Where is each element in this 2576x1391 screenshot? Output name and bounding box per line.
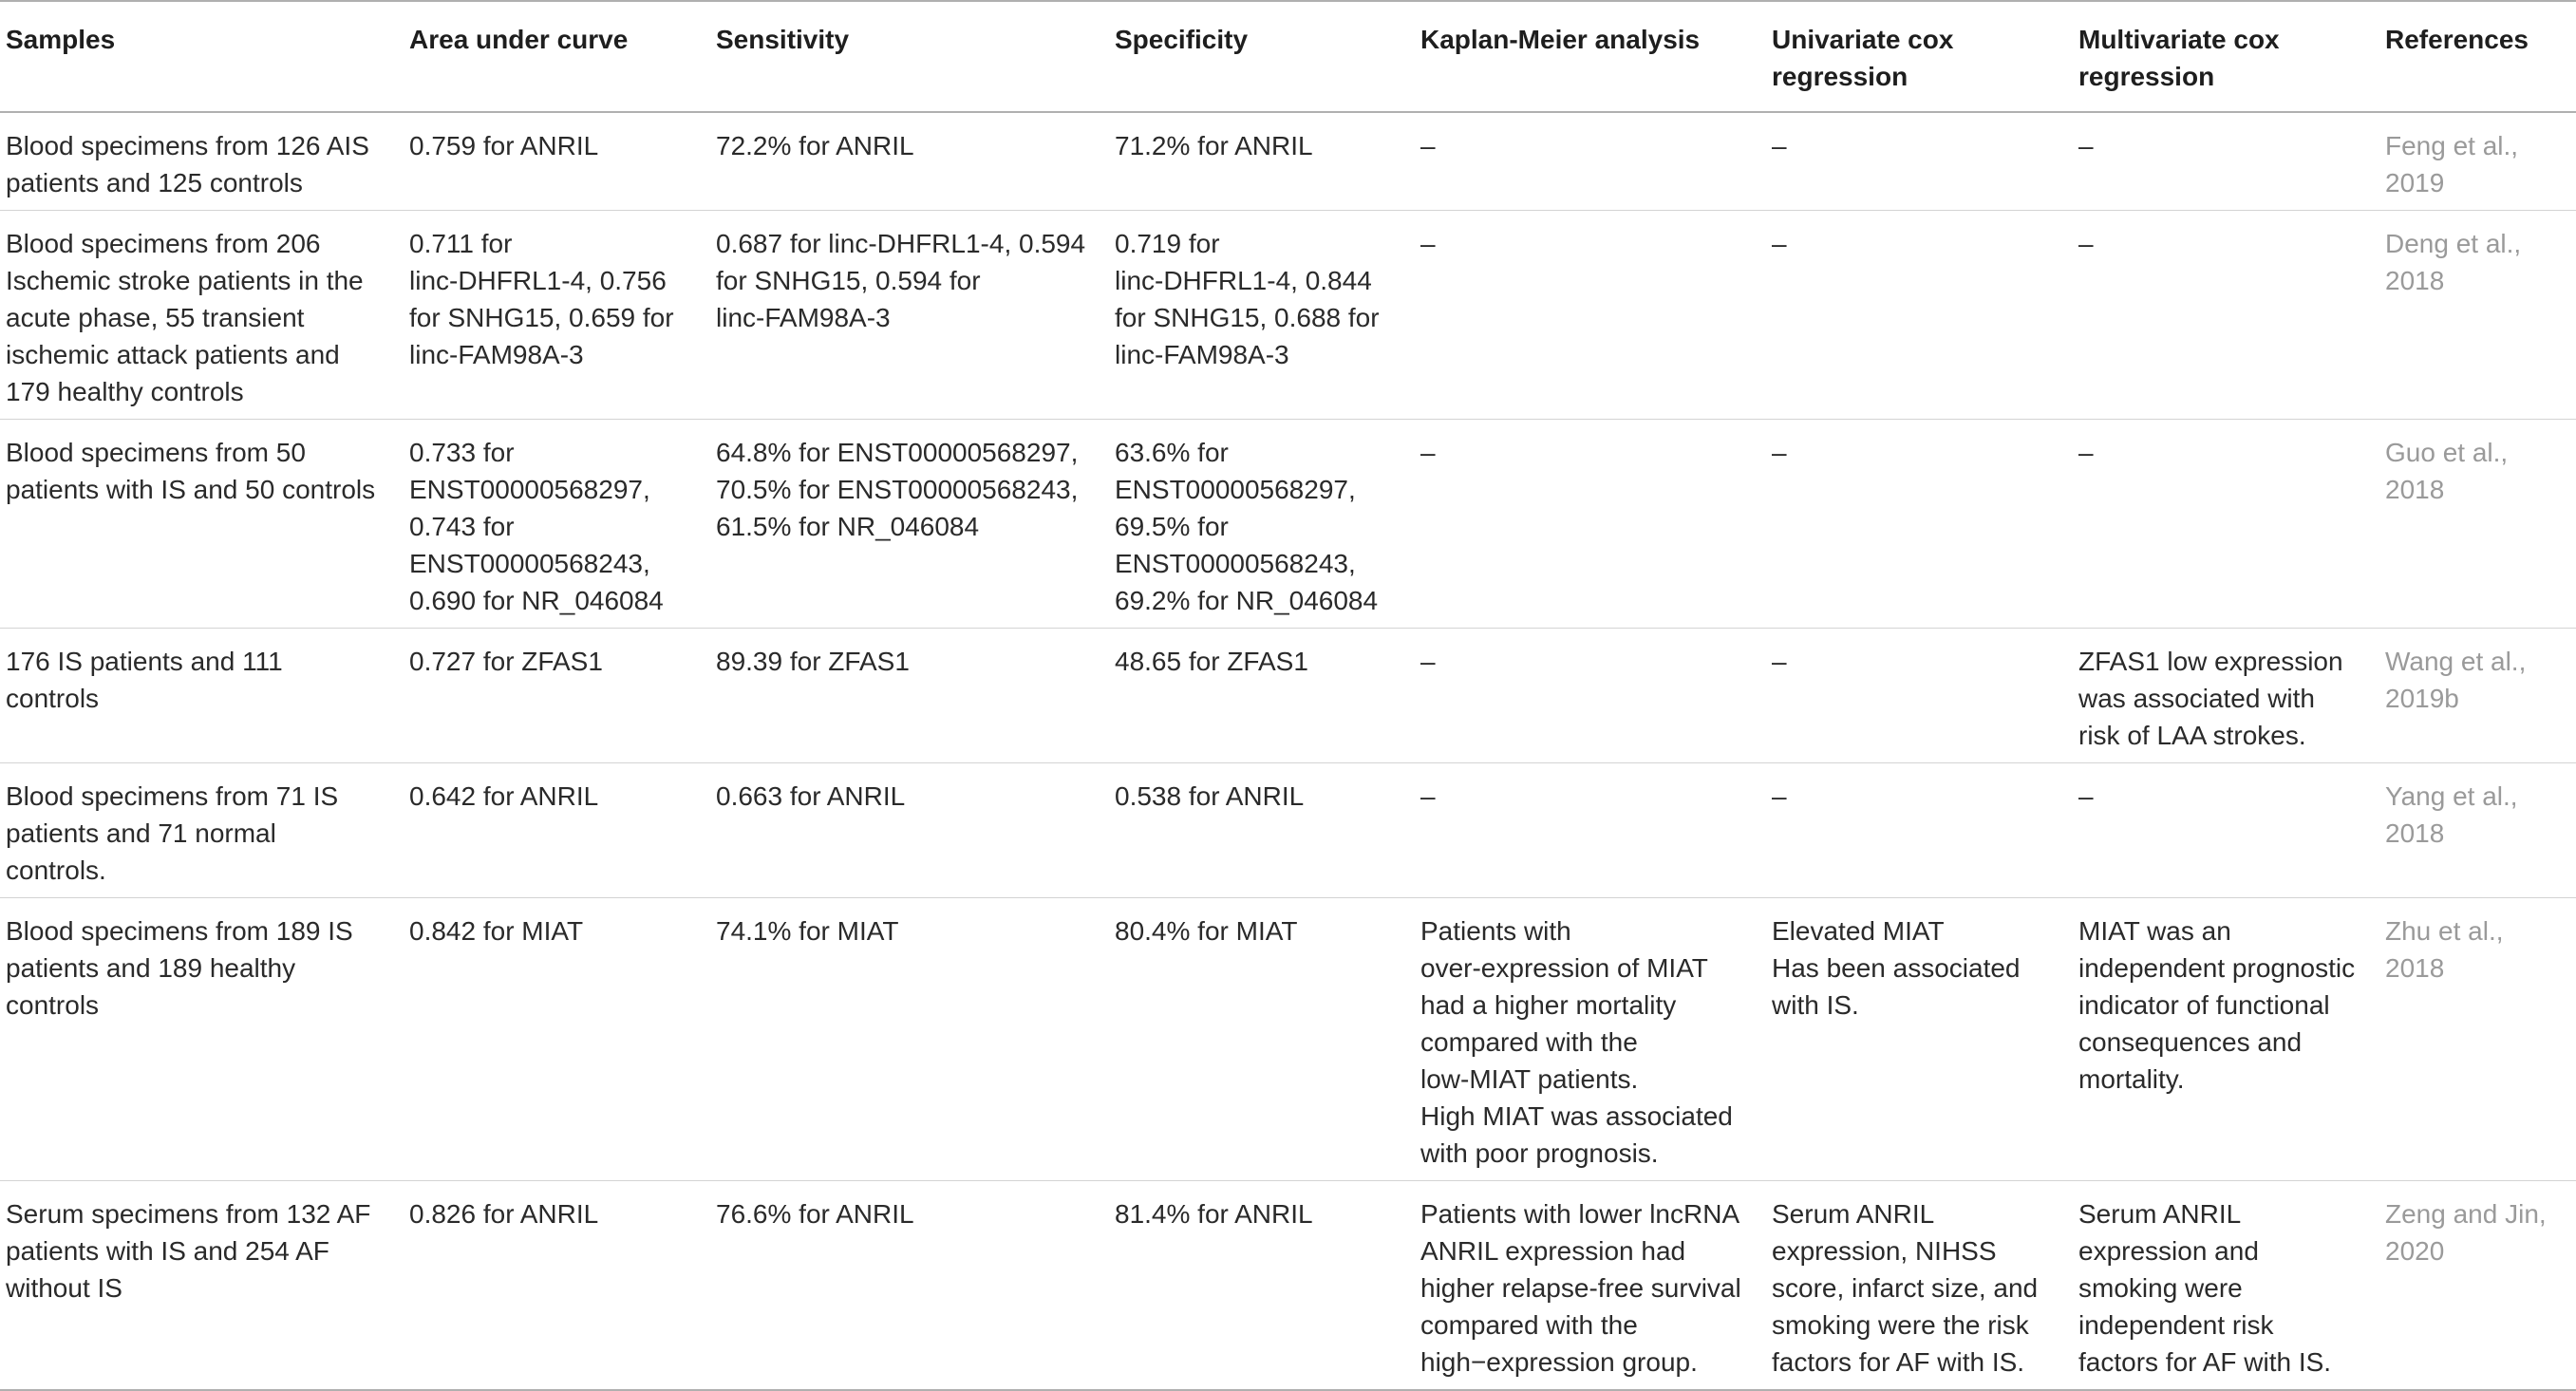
cell-samples bbox=[0, 420, 404, 629]
cell-univariate-cox-text: Elevated MIAT Has been associated with IS. bbox=[1772, 916, 2021, 1020]
cell-samples-text: Blood specimens from 206 Ischemic stroke patients in the acute phase, 55 transient ischemic attack patients and 179 healthy controls bbox=[6, 229, 364, 406]
cell-specificity bbox=[1109, 211, 1415, 420]
cell-specificity-text: 63.6% for ENST00000568297, 69.5% for ENST00000568243, 69.2% for NR_046084 bbox=[1115, 438, 1379, 615]
cell-kaplan-meier bbox=[1415, 629, 1766, 763]
cell-univariate-cox-text: – bbox=[1772, 229, 1787, 258]
cell-area-under-curve-text: 0.733 for ENST00000568297, 0.743 for ENST00000568243, 0.690 for NR_046084 bbox=[409, 438, 664, 615]
cell-area-under-curve bbox=[404, 1181, 710, 1391]
cell-area-under-curve bbox=[404, 629, 710, 763]
cell-reference[interactable] bbox=[2379, 420, 2576, 629]
cell-reference-text: Guo et al., 2018 bbox=[2385, 438, 2509, 504]
cell-samples bbox=[0, 211, 404, 420]
cell-reference-text: Deng et al., 2018 bbox=[2385, 229, 2522, 295]
cell-univariate-cox-text: – bbox=[1772, 647, 1787, 676]
table-row bbox=[0, 898, 2576, 1181]
cell-sensitivity bbox=[710, 629, 1109, 763]
cell-kaplan-meier-text: – bbox=[1420, 131, 1436, 160]
cell-area-under-curve bbox=[404, 898, 710, 1181]
cell-reference-text: Zeng and Jin, 2020 bbox=[2385, 1199, 2547, 1266]
cell-multivariate-cox bbox=[2073, 1181, 2379, 1391]
table-row bbox=[0, 1181, 2576, 1391]
cell-univariate-cox-text: – bbox=[1772, 438, 1787, 467]
cell-multivariate-cox bbox=[2073, 420, 2379, 629]
cell-multivariate-cox bbox=[2073, 211, 2379, 420]
table-row bbox=[0, 629, 2576, 763]
cell-kaplan-meier bbox=[1415, 1181, 1766, 1391]
cell-samples-text: 176 IS patients and 111 controls bbox=[6, 647, 283, 713]
cell-sensitivity bbox=[710, 1181, 1109, 1391]
cell-specificity bbox=[1109, 420, 1415, 629]
cell-reference[interactable] bbox=[2379, 629, 2576, 763]
cell-kaplan-meier bbox=[1415, 112, 1766, 211]
cell-multivariate-cox-text: ZFAS1 low expression was associated with risk of LAA strokes. bbox=[2078, 647, 2343, 750]
cell-samples-text: Serum specimens from 132 AF patients with IS and 254 AF without IS bbox=[6, 1199, 371, 1303]
header-samples: Samples bbox=[6, 25, 116, 54]
table-row bbox=[0, 420, 2576, 629]
cell-sensitivity-text: 64.8% for ENST00000568297, 70.5% for ENST00000568243, 61.5% for NR_046084 bbox=[716, 438, 1079, 541]
cell-area-under-curve-text: 0.759 for ANRIL bbox=[409, 131, 599, 160]
cell-sensitivity bbox=[710, 211, 1109, 420]
table-row bbox=[0, 211, 2576, 420]
cell-reference[interactable] bbox=[2379, 898, 2576, 1181]
header-kaplan-meier: Kaplan-Meier analysis bbox=[1420, 25, 1701, 54]
cell-univariate-cox bbox=[1766, 763, 2073, 898]
cell-samples-text: Blood specimens from 126 AIS patients and 125 controls bbox=[6, 131, 369, 197]
cell-samples-text: Blood specimens from 50 patients with IS and 50 controls bbox=[6, 438, 376, 504]
cell-area-under-curve bbox=[404, 112, 710, 211]
cell-sensitivity bbox=[710, 420, 1109, 629]
table-row bbox=[0, 112, 2576, 211]
cell-sensitivity-text: 0.687 for linc-DHFRL1-4, 0.594 for SNHG15, 0.594 for linc-FAM98A-3 bbox=[716, 229, 1086, 332]
header-multivariate-cox: Multivariate cox regression bbox=[2078, 25, 2280, 91]
table-body bbox=[0, 112, 2576, 1390]
cell-kaplan-meier-text: Patients with lower lncRNA ANRIL expression had higher relapse-free survival compared with the high−expression group. bbox=[1420, 1199, 1741, 1377]
cell-specificity-text: 0.719 for linc-DHFRL1-4, 0.844 for SNHG15, 0.688 for linc-FAM98A-3 bbox=[1115, 229, 1380, 369]
cell-specificity-text: 80.4% for MIAT bbox=[1115, 916, 1298, 946]
cell-sensitivity-text: 72.2% for ANRIL bbox=[716, 131, 914, 160]
cell-area-under-curve-text: 0.711 for linc-DHFRL1-4, 0.756 for SNHG15, 0.659 for linc-FAM98A-3 bbox=[409, 229, 674, 369]
cell-samples bbox=[0, 1181, 404, 1391]
cell-area-under-curve-text: 0.642 for ANRIL bbox=[409, 781, 599, 811]
cell-specificity bbox=[1109, 629, 1415, 763]
cell-kaplan-meier bbox=[1415, 211, 1766, 420]
cell-samples bbox=[0, 112, 404, 211]
cell-samples bbox=[0, 629, 404, 763]
cell-sensitivity bbox=[710, 763, 1109, 898]
cell-multivariate-cox-text: – bbox=[2078, 131, 2094, 160]
table-row bbox=[0, 763, 2576, 898]
cell-univariate-cox-text: Serum ANRIL expression, NIHSS score, infarct size, and smoking were the risk factors for AF with IS. bbox=[1772, 1199, 2039, 1377]
cell-specificity-text: 81.4% for ANRIL bbox=[1115, 1199, 1313, 1229]
cell-univariate-cox bbox=[1766, 112, 2073, 211]
cell-univariate-cox-text: – bbox=[1772, 781, 1787, 811]
cell-reference-text: Feng et al., 2019 bbox=[2385, 131, 2519, 197]
cell-sensitivity-text: 89.39 for ZFAS1 bbox=[716, 647, 910, 676]
cell-univariate-cox bbox=[1766, 629, 2073, 763]
cell-samples-text: Blood specimens from 189 IS patients and 189 healthy controls bbox=[6, 916, 353, 1020]
cell-kaplan-meier bbox=[1415, 763, 1766, 898]
cell-area-under-curve-text: 0.727 for ZFAS1 bbox=[409, 647, 603, 676]
cell-area-under-curve bbox=[404, 211, 710, 420]
cell-reference[interactable] bbox=[2379, 763, 2576, 898]
cell-univariate-cox bbox=[1766, 898, 2073, 1181]
cell-specificity bbox=[1109, 763, 1415, 898]
cell-area-under-curve-text: 0.826 for ANRIL bbox=[409, 1199, 599, 1229]
cell-kaplan-meier-text: – bbox=[1420, 781, 1436, 811]
cell-kaplan-meier-text: – bbox=[1420, 229, 1436, 258]
cell-multivariate-cox bbox=[2073, 898, 2379, 1181]
cell-area-under-curve bbox=[404, 420, 710, 629]
cell-multivariate-cox-text: MIAT was an independent prognostic indicator of functional consequences and mortality. bbox=[2078, 916, 2356, 1094]
cell-specificity bbox=[1109, 1181, 1415, 1391]
table-header bbox=[0, 1, 2576, 112]
cell-reference-text: Wang et al., 2019b bbox=[2385, 647, 2527, 713]
header-univariate-cox: Univariate cox regression bbox=[1772, 25, 1954, 91]
cell-reference[interactable] bbox=[2379, 211, 2576, 420]
header-row bbox=[0, 1, 2576, 112]
cell-specificity-text: 71.2% for ANRIL bbox=[1115, 131, 1313, 160]
header-sensitivity: Sensitivity bbox=[716, 25, 850, 54]
cell-samples bbox=[0, 898, 404, 1181]
cell-sensitivity-text: 0.663 for ANRIL bbox=[716, 781, 906, 811]
cell-reference-text: Yang et al., 2018 bbox=[2385, 781, 2518, 848]
cell-univariate-cox bbox=[1766, 420, 2073, 629]
cell-specificity bbox=[1109, 112, 1415, 211]
cell-multivariate-cox bbox=[2073, 112, 2379, 211]
cell-kaplan-meier-text: – bbox=[1420, 438, 1436, 467]
cell-sensitivity bbox=[710, 898, 1109, 1181]
cell-kaplan-meier-text: Patients with over-expression of MIAT had a higher mortality compared with the low-MIAT patients. High MIAT was associated with poor prognosis. bbox=[1420, 916, 1733, 1168]
cell-reference[interactable] bbox=[2379, 1181, 2576, 1391]
cell-multivariate-cox-text: Serum ANRIL expression and smoking were independent risk factors for AF with IS. bbox=[2078, 1199, 2332, 1377]
cell-reference[interactable] bbox=[2379, 112, 2576, 211]
cell-multivariate-cox-text: – bbox=[2078, 438, 2094, 467]
header-area-under-curve: Area under curve bbox=[409, 25, 629, 54]
cell-specificity-text: 48.65 for ZFAS1 bbox=[1115, 647, 1308, 676]
cell-multivariate-cox bbox=[2073, 763, 2379, 898]
cell-area-under-curve-text: 0.842 for MIAT bbox=[409, 916, 584, 946]
cell-area-under-curve bbox=[404, 763, 710, 898]
cell-samples-text: Blood specimens from 71 IS patients and 71 normal controls. bbox=[6, 781, 339, 885]
cell-sensitivity-text: 76.6% for ANRIL bbox=[716, 1199, 914, 1229]
cell-univariate-cox bbox=[1766, 1181, 2073, 1391]
cell-samples bbox=[0, 763, 404, 898]
cell-kaplan-meier-text: – bbox=[1420, 647, 1436, 676]
cell-specificity bbox=[1109, 898, 1415, 1181]
cell-specificity-text: 0.538 for ANRIL bbox=[1115, 781, 1305, 811]
cell-multivariate-cox-text: – bbox=[2078, 229, 2094, 258]
cell-multivariate-cox-text: – bbox=[2078, 781, 2094, 811]
header-specificity: Specificity bbox=[1115, 25, 1249, 54]
cell-reference-text: Zhu et al., 2018 bbox=[2385, 916, 2504, 983]
header-references: References bbox=[2385, 25, 2529, 54]
cell-sensitivity-text: 74.1% for MIAT bbox=[716, 916, 899, 946]
cell-kaplan-meier bbox=[1415, 898, 1766, 1181]
cell-multivariate-cox bbox=[2073, 629, 2379, 763]
cell-univariate-cox bbox=[1766, 211, 2073, 420]
cell-univariate-cox-text: – bbox=[1772, 131, 1787, 160]
cell-kaplan-meier bbox=[1415, 420, 1766, 629]
cell-sensitivity bbox=[710, 112, 1109, 211]
